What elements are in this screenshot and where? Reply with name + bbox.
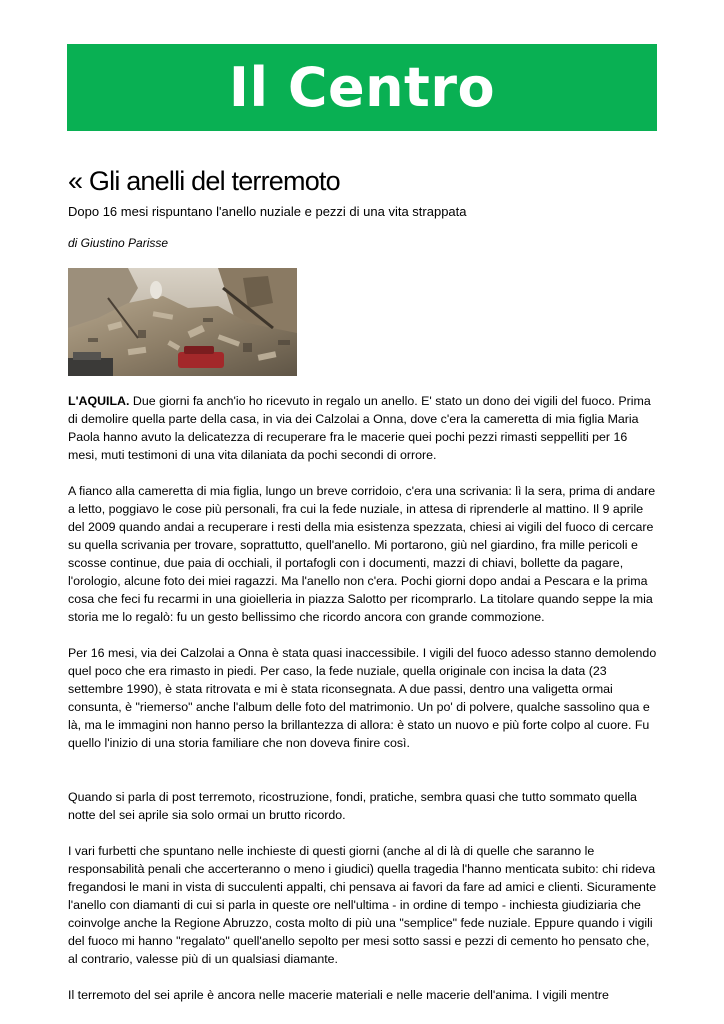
article-paragraph: A fianco alla cameretta di mia figlia, lungo un breve corridoio, c'era una scrivania: lì la sera, prima di andare a letto, poggiavo le cose più personali, fra cui la fede nuziale, in attesa di riprenderle al mattino. Il 9 aprile del 2009 quando andai a recuperare i resti della mia esistenza spezzata, chiesi ai vigili del fuoco di cercare su quella scrivania per trovare, soprattutto, quell'anello. Mi portarono, giù nel giardino, fra mille pericoli e scosse continue, due paia di occhiali, il portafogli con i documenti, mazzi di chiavi, bollette da pagare, l'orologio, alcune foto dei miei ragazzi. Ma l'anello non c'era. Pochi giorni dopo andai a Pescara e la prima cosa che feci fu recarmi in una gioielleria in piazza Salotto per ricomprarlo. La titolare quando seppe la mia storia me lo regalò: fu un gesto bellissimo che ricordo ancora con grande commozione.: [68, 484, 656, 624]
earthquake-rubble-photo: [68, 268, 297, 376]
article-paragraph: Il terremoto del sei aprile è ancora nelle macerie materiali e nelle macerie dell'anima. I vigili mentre: [68, 988, 609, 1002]
article-paragraph: [68, 392, 660, 464]
masthead-title: Il Centro: [228, 56, 496, 119]
article-paragraph: Per 16 mesi, via dei Calzolai a Onna è stata quasi inaccessibile. I vigili del fuoco adesso stanno demolendo quel poco che era rimasto in piedi. Per caso, la fede nuziale, quella originale con incisa la data (23 settembre 1990), è stata ritrovata e mi è stata riconsegnata. A due passi, dentro una valigetta ormai consunta, è "riemerso" anche l'album delle foto del matrimonio. Un po' di polvere, qualche sassolino qua e là, ma le immagini non hanno perso la brillantezza di allora: è stato un nuovo e più forte colpo al cuore. Fu quello l'inizio di una storia familiare che non doveva finire così.: [68, 646, 657, 750]
paragraph-text: Due giorni fa anch'io ho ricevuto in regalo un anello. E' stato un dono dei vigili del fuoco. Prima di demolire quella parte della casa, in via dei Calzolai a Onna, dove c'era la cameretta di mia figlia Maria Paola hanno avuto la delicatezza di recuperare fra le macerie quei pochi pezzi rimasti seppelliti per 16 mesi, muti testimoni di una vita dilaniata da pochi secondi di orrore.: [68, 394, 651, 462]
article-body: [68, 392, 660, 1022]
article-headline: « Gli anelli del terremoto: [68, 166, 340, 196]
article-paragraph: Quando si parla di post terremoto, ricostruzione, fondi, pratiche, sembra quasi che tutto sommato quella notte del sei aprile sia solo ormai un brutto ricordo.: [68, 790, 637, 822]
dateline: L'AQUILA.: [68, 394, 130, 408]
article-subhead: Dopo 16 mesi rispuntano l'anello nuziale e pezzi di una vita strappata: [68, 204, 467, 219]
masthead: [67, 44, 657, 131]
article-byline: di Giustino Parisse: [68, 236, 169, 250]
article-paragraph: I vari furbetti che spuntano nelle inchieste di questi giorni (anche al di là di quelle che saranno le responsabilità penali che accerteranno o meno i giudici) quella tragedia l'hanno menticata subito: chi rideva fregandosi le mani in vista di succulenti appalti, chi pensava ai favori da fare ad amici e clienti. Sicuramente l'anello con diamanti di cui si parla in queste ore nell'ultima - in ordine di tempo - inchiesta giudiziaria che coinvolge anche la Regione Abruzzo, costa molto di più una "semplice" fede nuziale. Eppure quando i vigili del fuoco mi hanno "regalato" quell'anello sepolto per mesi sotto sassi e pezzi di cemento ho pensato che, al contrario, valesse più di un qualsiasi diamante.: [68, 844, 657, 966]
